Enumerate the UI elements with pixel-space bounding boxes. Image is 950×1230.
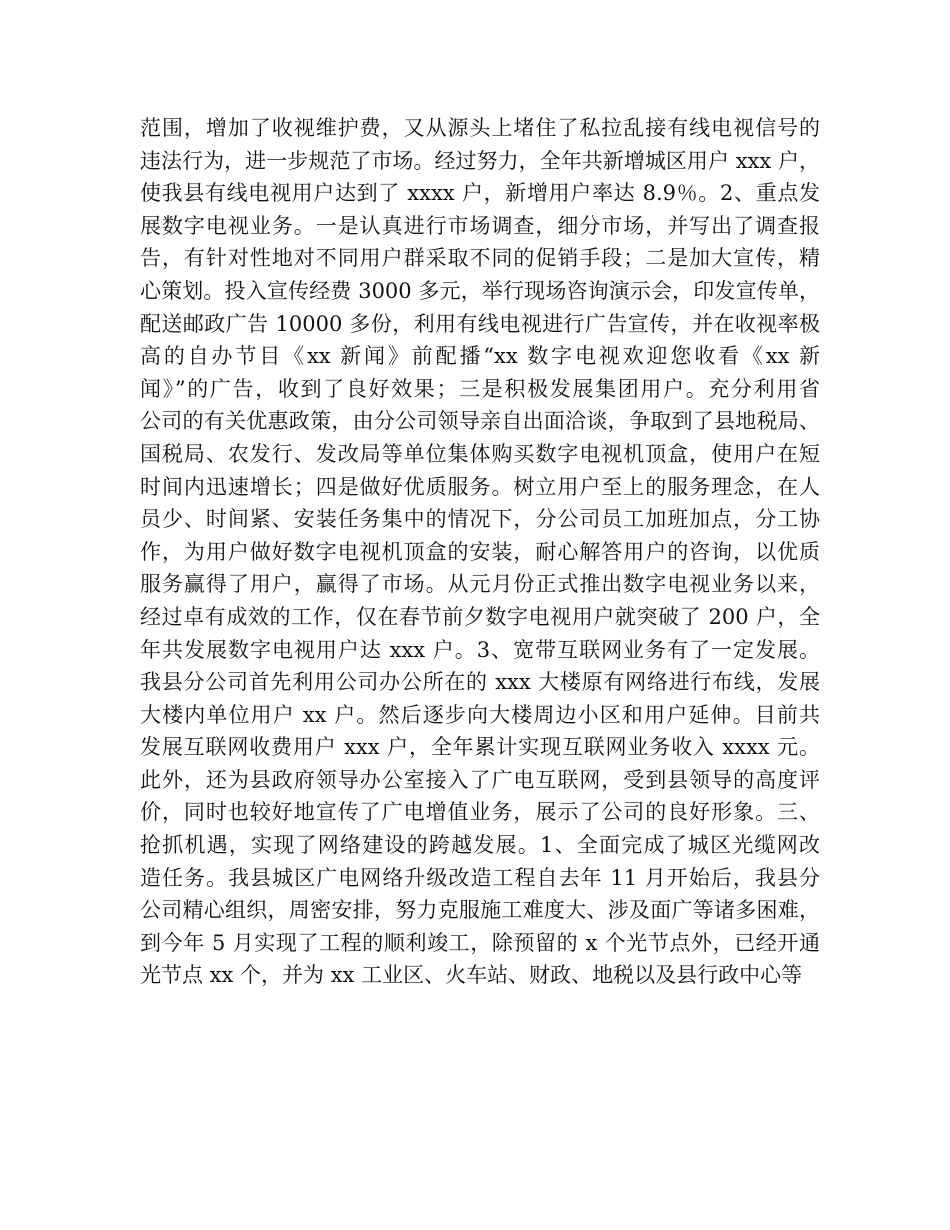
text-line: 告，有针对性地对不同用户群采取不同的促销手段；二是加大宣传，精 <box>140 246 820 271</box>
text-line: 时间内迅速增长；四是做好优质服务。树立用户至上的服务理念，在人 <box>140 474 820 499</box>
text-line: 到今年 5 月实现了工程的顺利竣工，除预留的 x 个光节点外，已经开通 <box>140 930 820 955</box>
text-line: 年共发展数字电视用户达 xxx 户。3、宽带互联网业务有了一定发展。 <box>140 637 820 662</box>
text-line: 闻》”的广告，收到了良好效果；三是积极发展集团用户。充分利用省 <box>140 376 820 401</box>
text-line: 员少、时间紧、安装任务集中的情况下，分公司员工加班加点，分工协 <box>140 507 820 532</box>
text-line: 国税局、农发行、发改局等单位集体购买数字电视机顶盒，使用户在短 <box>140 441 820 466</box>
text-line: 公司精心组织，周密安排，努力克服施工难度大、涉及面广等诸多困难， <box>140 898 820 923</box>
text-line: 高的自办节目《xx 新闻》前配播“xx 数字电视欢迎您收看《xx 新 <box>140 344 820 369</box>
text-line: 大楼内单位用户 xx 户。然后逐步向大楼周边小区和用户延伸。目前共 <box>140 702 820 727</box>
text-line: 服务赢得了用户，赢得了市场。从元月份正式推出数字电视业务以来， <box>140 572 820 597</box>
text-line: 作，为用户做好数字电视机顶盒的安装，耐心解答用户的咨询，以优质 <box>140 539 820 564</box>
text-line: 公司的有关优惠政策，由分公司领导亲自出面洽谈，争取到了县地税局、 <box>140 409 820 434</box>
body-text <box>140 112 820 992</box>
text-line: 此外，还为县政府领导办公室接入了广电互联网，受到县领导的高度评 <box>140 767 820 792</box>
text-line: 我县分公司首先利用公司办公所在的 xxx 大楼原有网络进行布线，发展 <box>140 670 820 695</box>
text-line: 光节点 xx 个，并为 xx 工业区、火车站、财政、地税以及县行政中心等 <box>140 963 803 988</box>
text-line: 范围，增加了收视维护费，又从源头上堵住了私拉乱接有线电视信号的 <box>140 116 820 140</box>
text-line: 心策划。投入宣传经费 3000 多元，举行现场咨询演示会，印发宣传单， <box>140 278 820 303</box>
text-line: 使我县有线电视用户达到了 xxxx 户，新增用户率达 8.9％。2、重点发 <box>140 181 820 206</box>
text-line: 发展互联网收费用户 xxx 户，全年累计实现互联网业务收入 xxxx 元。 <box>140 735 820 760</box>
text-line: 价，同时也较好地宣传了广电增值业务，展示了公司的良好形象。三、 <box>140 800 820 825</box>
text-line: 经过卓有成效的工作，仅在春节前夕数字电视用户就突破了 200 户，全 <box>140 604 820 629</box>
text-line: 配送邮政广告 10000 多份，利用有线电视进行广告宣传，并在收视率极 <box>140 311 820 336</box>
text-line: 展数字电视业务。一是认真进行市场调查，细分市场，并写出了调查报 <box>140 213 820 238</box>
text-line: 抢抓机遇，实现了网络建设的跨越发展。1、全面完成了城区光缆网改 <box>140 833 820 858</box>
text-line: 违法行为，进一步规范了市场。经过努力，全年共新增城区用户 xxx 户， <box>140 148 820 173</box>
text-line: 造任务。我县城区广电网络升级改造工程自去年 11 月开始后，我县分 <box>140 865 820 890</box>
